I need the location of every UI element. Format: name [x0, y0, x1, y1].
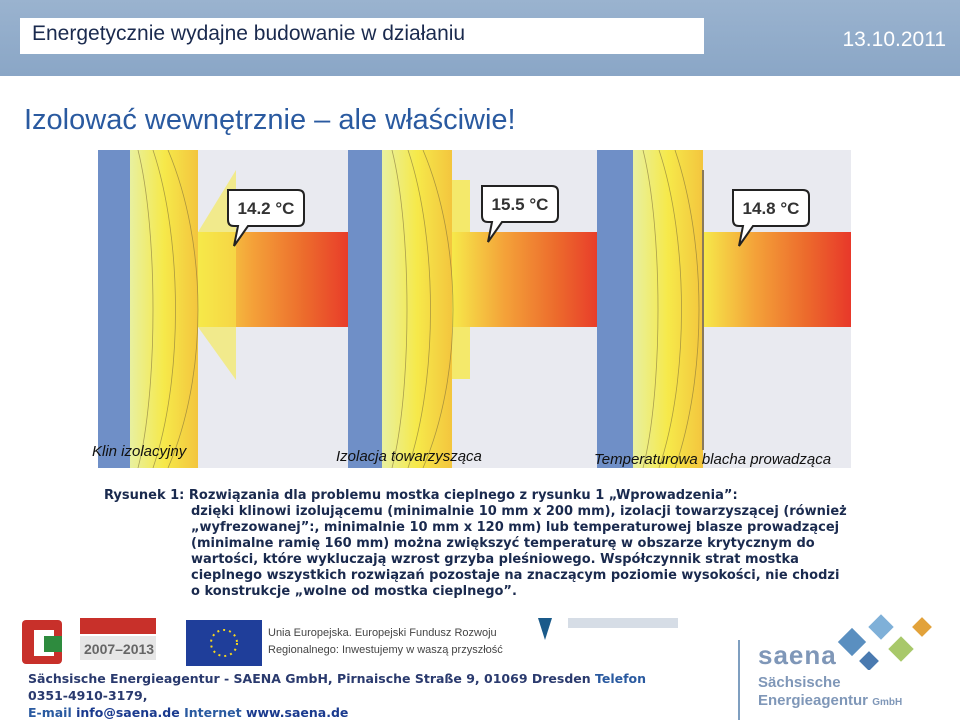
caption-line: Rysunek 1: Rozwiązania dla problemu mostka cieplnego z rysunku 1 „Wprowadzenia”:	[104, 488, 738, 503]
footer-phone-label: Telefon	[595, 671, 647, 686]
caption-line: o konstrukcje „wolne od mostka cieplnego”.	[191, 584, 517, 599]
figure-temperature-plate	[597, 150, 851, 468]
footer-contact	[28, 670, 748, 721]
footer-internet-label: Internet	[184, 705, 242, 720]
ohp-logo	[22, 618, 156, 664]
figure-insulation-wedge	[98, 150, 352, 468]
figure-accompanying-insulation	[348, 150, 602, 468]
eu-fund-line1: Unia Europejska. Europejski Fundusz Rozwoju	[268, 627, 497, 639]
footer-line-2	[28, 704, 748, 721]
caption-line: cieplnego wszystkich rozwiązań pozostaje na znaczącym poziomie wysokości, nie chodzi	[191, 568, 840, 583]
thermal-diagram-1	[98, 150, 352, 468]
partner-logo	[538, 618, 678, 640]
thermal-diagram-2	[348, 150, 602, 468]
figure-label-temperature-plate: Temperaturowa blacha prowadząca	[594, 451, 832, 468]
footer-line-1	[28, 670, 748, 704]
header-date: 13.10.2011	[842, 28, 946, 51]
figure-caption	[104, 488, 884, 600]
figure-label-accompanying-insulation: Izolacja towarzysząca	[336, 448, 482, 465]
thermal-diagram-3	[597, 150, 851, 468]
saena-gmbh: GmbH	[872, 697, 903, 708]
caption-line: dzięki klinowi izolującemu (minimalnie 10 mm x 200 mm), izolacji towarzyszącej (również	[191, 504, 847, 519]
page-title: Izolować wewnętrznie – ale właściwie!	[24, 104, 516, 136]
footer-website-link[interactable]: www.saena.de	[245, 705, 349, 720]
saena-wordmark: saena	[758, 640, 837, 670]
saena-logo	[758, 640, 958, 720]
saena-name-line2	[758, 692, 902, 709]
header-bar	[0, 0, 960, 76]
temperature-label-3: 14.8 °C	[742, 199, 800, 218]
footer-phone: 0351-4910-3179,	[28, 688, 148, 703]
temperature-label-1: 14.2 °C	[237, 199, 295, 218]
temperature-label-2: 15.5 °C	[491, 195, 549, 214]
eu-flag-logo	[186, 620, 262, 666]
saena-name-energieagentur: Energieagentur	[758, 692, 869, 709]
footer-email-link[interactable]: info@saena.de	[76, 705, 180, 720]
header-title: Energetycznie wydajne budowanie w działaniu	[20, 18, 704, 54]
saena-name-line1: Sächsische	[758, 674, 841, 691]
caption-line: (minimalne ramię 160 mm) można zwiększyć temperaturę w obszarze krytycznym do	[191, 536, 815, 551]
eu-program-years: 2007–2013	[84, 641, 155, 657]
figure-label-insulation-wedge: Klin izolacyjny	[92, 443, 187, 460]
caption-line: „wyfrezowanej”:, minimalnie 10 mm x 120 mm) lub temperaturowej blasze prowadzącej	[191, 520, 840, 535]
caption-line: wartości, które wykluczają wzrost grzyba pleśniowego. Współczynnik strat mostka	[191, 552, 799, 567]
footer-email-label: E-mail	[28, 705, 72, 720]
footer-company: Sächsische Energieagentur - SAENA GmbH, Pirnaische Straße 9, 01069 Dresden	[28, 671, 591, 686]
eu-fund-line2: Regionalnego: Inwestujemy w waszą przyszłość	[268, 644, 503, 656]
